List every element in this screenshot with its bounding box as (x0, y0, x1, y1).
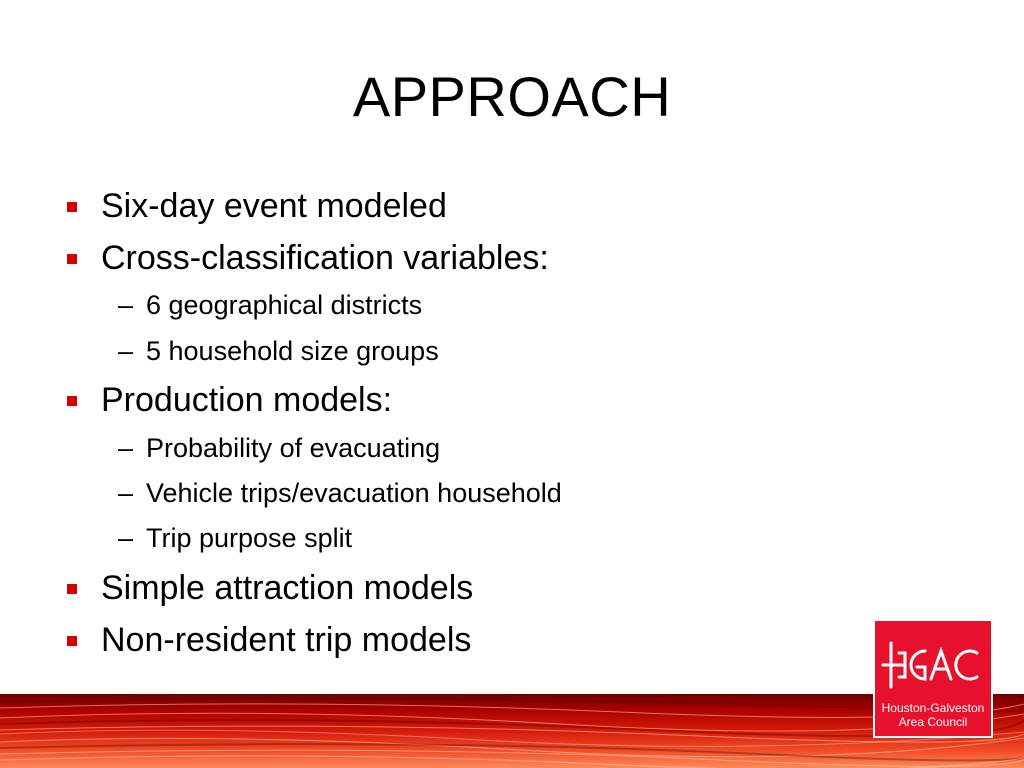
logo-line-1: Houston-Galveston (881, 701, 985, 715)
red-streak-banner (0, 694, 1024, 768)
red-square-bullet-icon (67, 254, 77, 264)
streak-lines (0, 694, 1024, 768)
bullet-text: Six-day event modeled (101, 187, 447, 225)
red-square-bullet-icon (67, 584, 77, 594)
hgac-logo (873, 619, 993, 738)
slide-title: APPROACH (352, 65, 672, 128)
dash-marker: – (118, 433, 134, 463)
hgac-logo-text (875, 701, 991, 729)
sub-bullet-text: Probability of evacuating (146, 433, 441, 463)
dash-marker: – (118, 336, 134, 366)
sub-bullet-item (118, 432, 440, 464)
sub-bullet-text: 5 household size groups (146, 336, 439, 366)
dash-marker: – (118, 290, 134, 320)
bullet-item (101, 568, 473, 608)
sub-bullet-item (118, 522, 352, 554)
hgac-logo-mark (881, 637, 985, 693)
bullet-text: Non-resident trip models (101, 621, 472, 659)
sub-bullet-item (118, 477, 562, 509)
sub-bullet-item (118, 335, 439, 367)
bullet-text: Production models: (101, 381, 393, 419)
bullet-item (101, 620, 471, 660)
bullet-item (101, 380, 392, 420)
bullet-text: Simple attraction models (101, 569, 474, 607)
bullet-text: Cross-classification variables: (101, 239, 549, 277)
red-square-bullet-icon (67, 636, 77, 646)
bullet-item (101, 186, 447, 226)
dash-marker: – (118, 478, 134, 508)
logo-line-2: Area Council (898, 715, 968, 729)
red-square-bullet-icon (67, 396, 77, 406)
sub-bullet-item (118, 289, 422, 321)
sub-bullet-text: Trip purpose split (146, 523, 353, 553)
sub-bullet-text: 6 geographical districts (146, 290, 423, 320)
sub-bullet-text: Vehicle trips/evacuation household (146, 478, 562, 508)
red-square-bullet-icon (67, 202, 77, 212)
dash-marker: – (118, 523, 134, 553)
bullet-item (101, 238, 549, 278)
